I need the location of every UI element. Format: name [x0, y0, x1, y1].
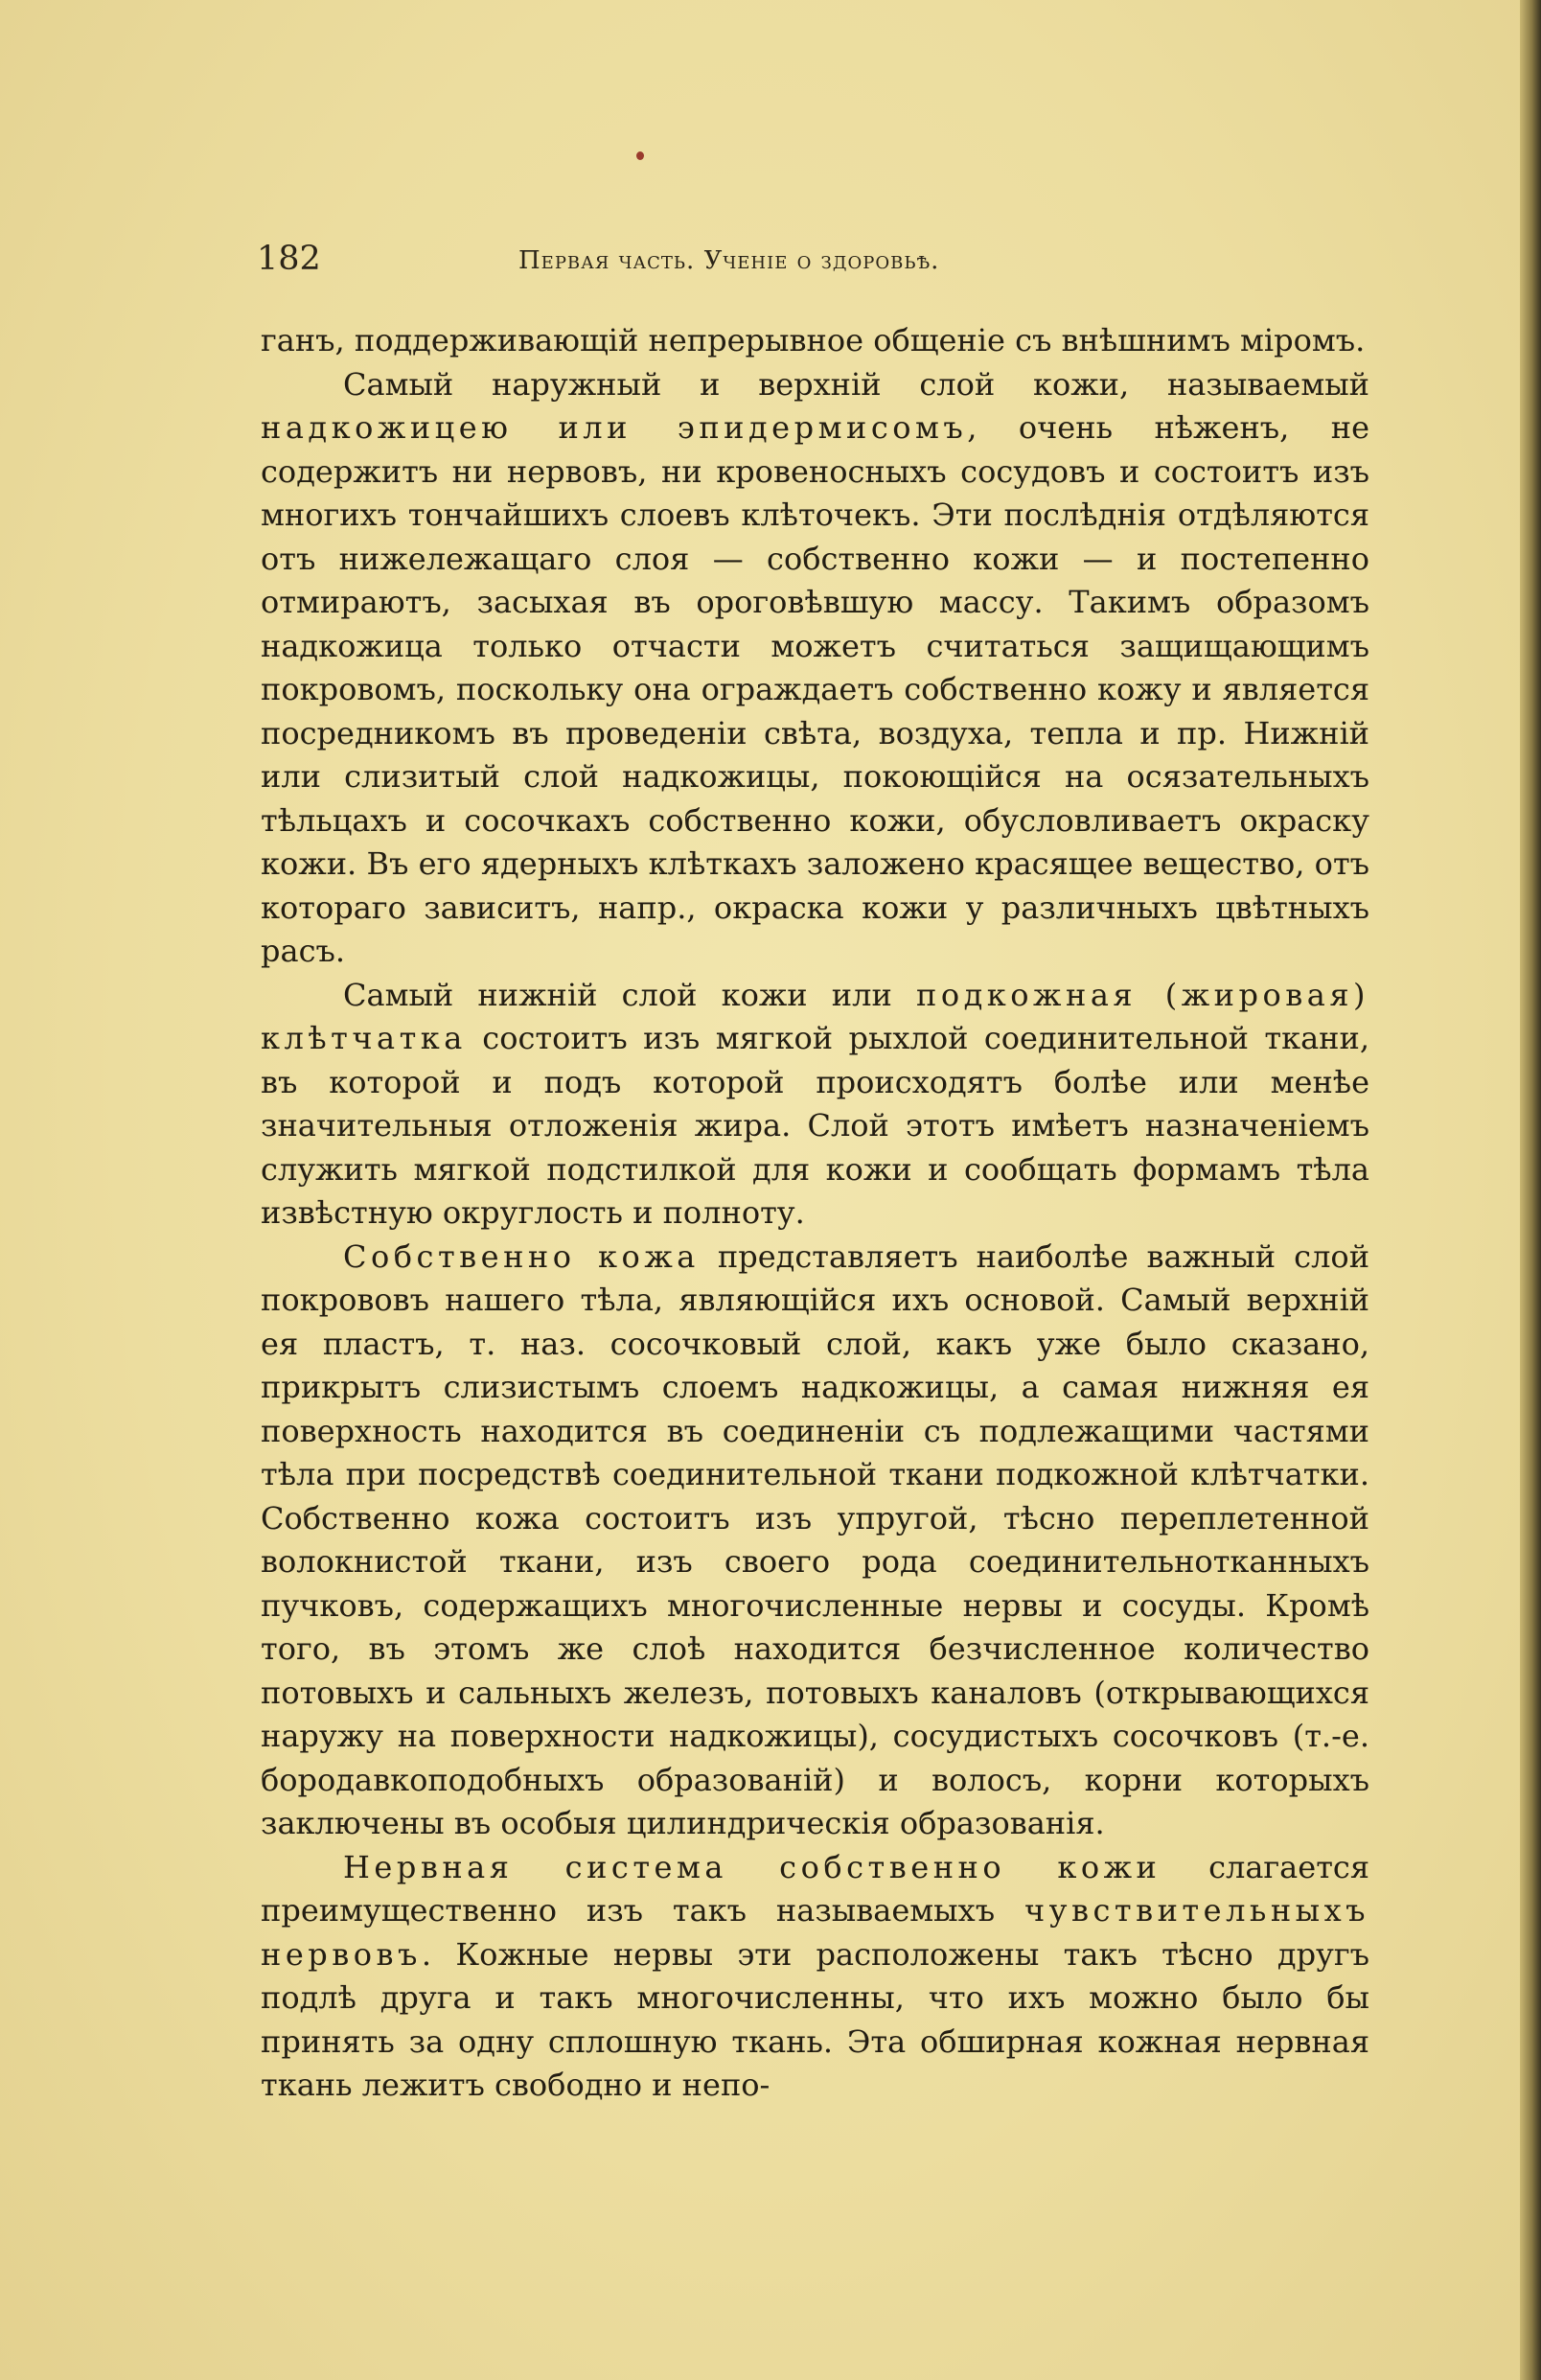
paragraph-5: [261, 1846, 1369, 2108]
paragraph-3-lead: Самый нижній слой кожи или: [343, 976, 892, 1013]
paragraph-1-text: ганъ, поддерживающій непрерывное общеніе съ внѣшнимъ міромъ.: [261, 322, 1366, 358]
paragraph-2-rest: , очень нѣженъ, не содержитъ ни нервовъ, ни кровеносныхъ сосудовъ и состоитъ изъ многихъ тончайшихъ слоевъ клѣточекъ. Эти послѣднія отдѣляются отъ нижележащаго слоя — собственно кожи — и постепенно отмираютъ, засыхая въ ороговѣвшую массу. Такимъ образомъ надкожица только отчасти можетъ считаться защищающимъ покровомъ, поскольку она ограждаетъ собственно кожу и является посредникомъ въ проведеніи свѣта, воздуха, тепла и пр. Нижній или слизитый слой надкожицы, покоющійся на осязательныхъ тѣльцахъ и сосочкахъ собственно кожи, обусловливаетъ окраску кожи. Въ его ядерныхъ клѣткахъ заложено красящее вещество, отъ котораго зависитъ, напр., окраска кожи у различныхъ цвѣтныхъ расъ.: [261, 409, 1370, 969]
paragraph-2: [261, 363, 1369, 974]
spaced-term-nervous-system: Нервная система собственно кожи: [343, 1848, 1162, 1885]
paragraph-4-rest: представляетъ наиболѣе важный слой покрововъ нашего тѣла, являющійся ихъ основой. Самый верхній ея пластъ, т. наз. сосочковый слой, какъ уже было сказано, прикрытъ слизистымъ слоемъ надкожицы, а самая нижняя ея поверхность находится въ соединеніи съ подлежащими частями тѣла при посредствѣ соединительной ткани подкожной клѣтчатки. Собственно кожа состоитъ изъ упругой, тѣсно переплетенной волокнистой ткани, изъ своего рода соединительнотканныхъ пучковъ, содержащихъ многочисленные нервы и сосуды. Кромѣ того, въ этомъ же слоѣ находится безчисленное количество потовыхъ и сальныхъ железъ, потовыхъ каналовъ (открывающихся наружу на поверхности надкожицы), сосудистыхъ сосочковъ (т.-е. бородавкоподобныхъ образованій) и волосъ, корни которыхъ заключены въ особыя цилиндрическія образованія.: [261, 1237, 1370, 1841]
paragraph-5-part-2: . Кожные нервы эти расположены такъ тѣсно другъ подлѣ друга и такъ многочисленны, что ихъ можно было бы принять за одну сплошную ткань. Эта обширная кожная нервная ткань лежитъ свободно и непо-: [261, 1935, 1369, 2103]
book-spine-edge: [1520, 0, 1541, 2380]
page-header: [257, 238, 1388, 280]
running-head: Первая часть. Ученіе о здоровьѣ.: [518, 246, 940, 275]
spaced-term-sensory-nerves: чувствительныхъ нервовъ: [261, 1892, 1370, 1973]
paragraph-1: [261, 319, 1369, 363]
page-number: 182: [257, 240, 321, 278]
spaced-term-dermis: Собственно кожа: [343, 1237, 700, 1275]
body-text: [261, 319, 1369, 2108]
paragraph-2-lead: Самый наружный и верхній слой кожи, называемый: [343, 365, 1369, 403]
spaced-term-epidermis: надкожицею или эпидермисомъ: [261, 409, 968, 446]
spaced-term-subcutaneous-tissue: подкожная (жировая) клѣтчатка: [261, 976, 1370, 1056]
paragraph-3: [261, 974, 1369, 1236]
ink-speck: [636, 151, 644, 160]
paragraph-5-part-1: слагается преимущественно изъ такъ называемыхъ: [261, 1848, 1369, 1929]
paragraph-3-rest: состоитъ изъ мягкой рыхлой соединительной ткани, въ которой и подъ которой происходятъ болѣе или менѣе значительныя отложенія жира. Слой этотъ имѣетъ назначеніемъ служить мягкой подстилкой для кожи и сообщать формамъ тѣла извѣстную округлость и полноту.: [261, 1020, 1370, 1231]
paragraph-4: [261, 1236, 1369, 1846]
